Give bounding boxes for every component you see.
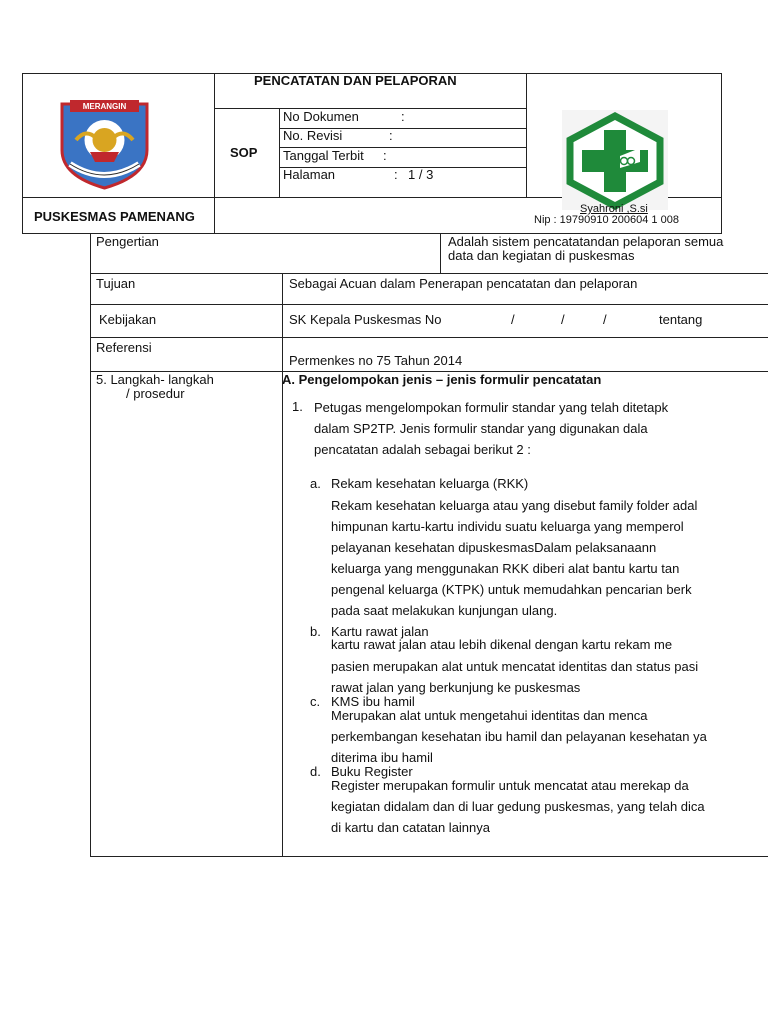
subitem-c-title: KMS ibu hamil — [331, 694, 415, 709]
subitem-a-line6: pada saat melakukan kunjungan ulang. — [331, 603, 558, 618]
signer-name: Syahroni ,S.si — [580, 203, 648, 215]
item1-line1: Petugas mengelompokan formulir standar yang telah ditetapk — [314, 400, 669, 415]
row-label-langkah-line2: / prosedur — [126, 386, 185, 401]
subitem-a-letter: a. — [310, 476, 321, 491]
kebijakan-slash-1: / — [511, 312, 515, 327]
subitem-d-line1: Register merupakan formulir untuk mencatat atau merekap da — [331, 778, 689, 793]
row-label-langkah-line1: 5. Langkah- langkah — [96, 372, 214, 387]
subitem-c-line2: perkembangan kesehatan ibu hamil dan pelayanan kesehatan ya — [331, 729, 707, 744]
row-label-tujuan: Tujuan — [96, 276, 136, 291]
doc-field-halaman-sep: : — [394, 167, 398, 182]
subitem-b-letter: b. — [310, 624, 321, 639]
doc-field-halaman-label: Halaman — [283, 167, 336, 182]
doc-field-halaman-value: 1 / 3 — [408, 167, 434, 182]
subitem-a-line2: himpunan kartu-kartu individu suatu keluarga yang memperol — [331, 519, 684, 534]
row-label-pengertian: Pengertian — [96, 234, 159, 249]
doc-field-tanggal-label: Tanggal Terbit — [283, 148, 364, 163]
doc-field-no-revisi-sep: : — [389, 128, 393, 143]
pengertian-text-line1: Adalah sistem pencatatandan pelaporan semua — [448, 234, 724, 249]
doc-field-tanggal-sep: : — [383, 148, 387, 163]
subitem-c-line3: diterima ibu hamil — [331, 750, 433, 765]
kebijakan-text-prefix: SK Kepala Puskesmas No — [289, 312, 442, 327]
kebijakan-text-suffix: tentang — [659, 312, 703, 327]
section-heading-a: A. Pengelompokan jenis – jenis formulir pencatatan — [282, 372, 602, 387]
item1-line3: pencatatan adalah sebagai berikut 2 : — [314, 442, 531, 457]
referensi-text: Permenkes no 75 Tahun 2014 — [289, 353, 463, 368]
doc-field-no-revisi-label: No. Revisi — [283, 128, 343, 143]
sop-label: SOP — [230, 145, 258, 160]
subitem-a-line4: keluarga yang menggunakan RKK diberi alat bantu kartu tan — [331, 561, 680, 576]
kebijakan-slash-2: / — [561, 312, 565, 327]
doc-field-no-dokumen-sep: : — [401, 109, 405, 124]
tujuan-text: Sebagai Acuan dalam Penerapan pencatatan dan pelaporan — [289, 276, 638, 291]
subitem-b-title: Kartu rawat jalan — [331, 624, 429, 639]
kebijakan-slash-3: / — [603, 312, 607, 327]
puskesmas-logo — [562, 110, 668, 210]
subitem-c-letter: c. — [310, 694, 321, 709]
row-label-referensi: Referensi — [96, 340, 152, 355]
subitem-a-line3: pelayanan kesehatan dipuskesmasDalam pelaksanaann — [331, 540, 657, 555]
subitem-a-line1: Rekam kesehatan keluarga atau yang disebut family folder adal — [331, 498, 698, 513]
org-name: PUSKESMAS PAMENANG — [34, 209, 195, 224]
document-title: PENCATATAN DAN PELAPORAN — [254, 73, 457, 88]
doc-field-no-dokumen-label: No Dokumen — [283, 109, 359, 124]
pengertian-text-line2: data dan kegiatan di puskesmas — [448, 248, 635, 263]
subitem-d-line3: di kartu dan catatan lainnya — [331, 820, 490, 835]
item1-number: 1. — [292, 399, 303, 414]
subitem-a-title: Rekam kesehatan keluarga (RKK) — [331, 476, 529, 491]
subitem-d-title: Buku Register — [331, 764, 413, 779]
subitem-d-line2: kegiatan didalam dan di luar gedung puskesmas, yang telah dica — [331, 799, 705, 814]
signer-nip: Nip : 19790910 200604 1 008 — [534, 214, 679, 226]
row-label-kebijakan: Kebijakan — [99, 312, 157, 327]
subitem-c-line1: Merupakan alat untuk mengetahui identitas dan menca — [331, 708, 648, 723]
subitem-b-line1: kartu rawat jalan atau lebih dikenal dengan kartu rekam me — [331, 637, 673, 652]
subitem-b-line2: pasien merupakan alat untuk mencatat identitas dan status pasi — [331, 659, 699, 674]
subitem-b-line3: rawat jalan yang berkunjung ke puskesmas — [331, 680, 581, 695]
subitem-a-line5: pengenal keluarga (KTPK) untuk memudahkan pencarian berk — [331, 582, 692, 597]
emblem-text: MERANGIN — [82, 102, 127, 111]
item1-line2: dalam SP2TP. Jenis formulir standar yang digunakan dala — [314, 421, 648, 436]
merangin-emblem-logo — [56, 98, 153, 191]
subitem-d-letter: d. — [310, 764, 321, 779]
